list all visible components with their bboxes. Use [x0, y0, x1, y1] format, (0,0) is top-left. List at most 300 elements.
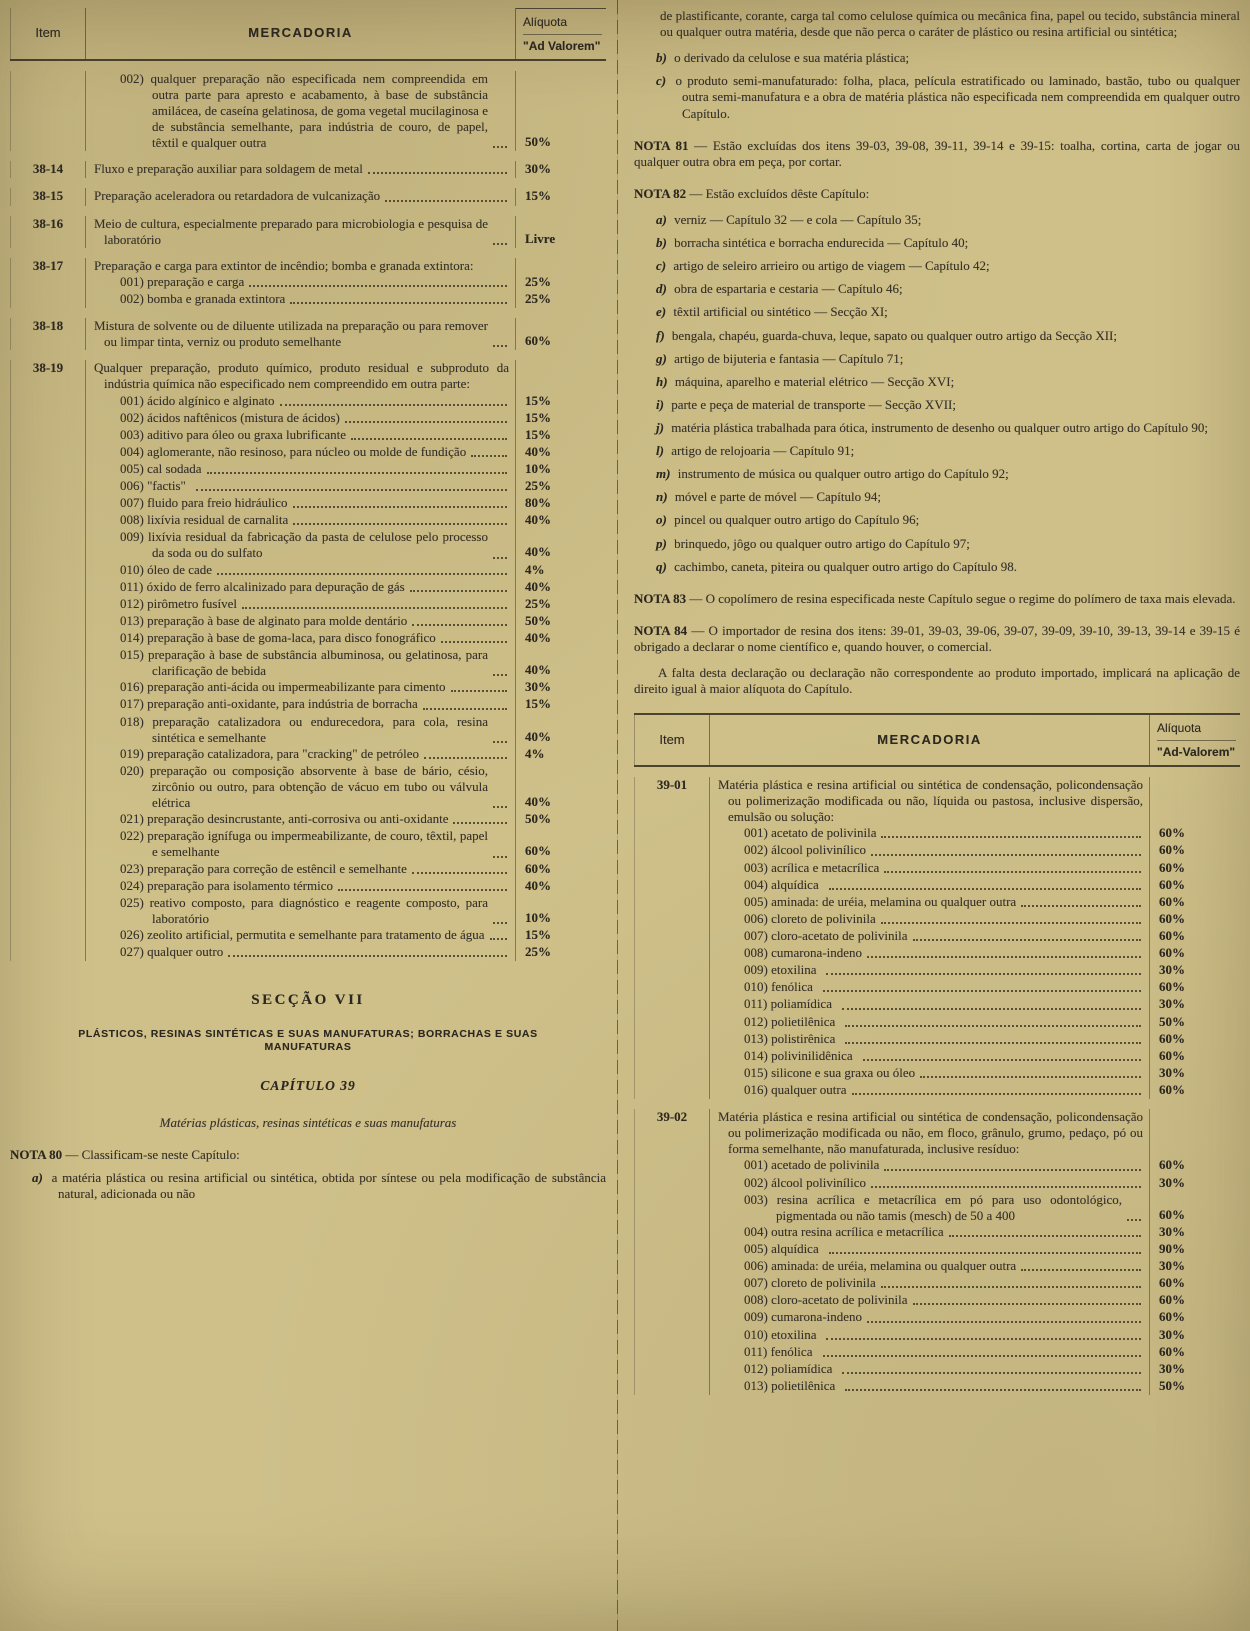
merchandise-line [718, 1048, 1143, 1064]
item-number [10, 478, 86, 495]
merchandise-cell [710, 928, 1150, 945]
item-number [634, 979, 710, 996]
rate-value [516, 258, 606, 274]
nota-83-label: NOTA 83 [634, 590, 687, 606]
item-number: 39-02 [634, 1109, 710, 1157]
table-line [634, 1361, 1240, 1378]
note-text: móvel e parte de móvel — Capítulo 94; [671, 489, 881, 505]
leader-dots [493, 856, 507, 858]
item-number [634, 825, 710, 842]
merchandise-line [94, 529, 509, 561]
merchandise-text: 008) cumarona-indeno [744, 945, 863, 961]
merchandise-cell [86, 579, 516, 596]
table-line [634, 1192, 1240, 1224]
merchandise-line [94, 188, 509, 204]
rate-value: 30% [1159, 1064, 1185, 1080]
merchandise-text: 013) polietilênica [744, 1377, 836, 1393]
merchandise-cell [86, 410, 516, 427]
merchandise-text: 012) pirômetro fusível [120, 595, 237, 611]
nota-82-label: NOTA 82 [634, 185, 687, 201]
table-line [10, 679, 606, 696]
table-line [10, 427, 606, 444]
rate-value: 40% [525, 630, 551, 646]
item-number [634, 1361, 710, 1378]
merchandise-cell [86, 696, 516, 713]
merchandise-line [718, 1014, 1143, 1030]
table-line [10, 444, 606, 461]
merchandise-cell [86, 291, 516, 308]
merchandise-line [94, 811, 509, 827]
note-letter: q) [656, 558, 667, 574]
note-letter: b) [656, 235, 667, 251]
nota-82-item [634, 536, 1240, 552]
merchandise-text: 014) polivinilidênica [744, 1047, 853, 1063]
column-header-item: Item [634, 715, 710, 765]
rate-value: 50% [525, 134, 551, 150]
leader-dots [441, 641, 507, 643]
rate-value: 30% [525, 679, 551, 695]
table-line [634, 928, 1240, 945]
rate-value: 40% [525, 662, 551, 678]
nota-82-item [634, 212, 1240, 228]
note-text: matéria plástica trabalhada para ótica, instrumento de desenho ou qualquer outro artigo do Capítulo 90; [667, 419, 1209, 435]
merchandise-cell [86, 495, 516, 512]
note-text: artigo de relojoaria — Capítulo 91; [667, 443, 855, 459]
note-letter: o) [656, 512, 667, 528]
note-text: cachimbo, caneta, piteira ou qualquer outro artigo do Capítulo 98. [670, 558, 1018, 574]
item-number [10, 630, 86, 647]
leader-dots [293, 523, 507, 525]
item-number [634, 1258, 710, 1275]
chapter-39-table-wrap [634, 713, 1240, 1395]
merchandise-line [718, 911, 1143, 927]
merchandise-cell [710, 1157, 1150, 1174]
rate-value: 60% [1159, 1030, 1185, 1046]
merchandise-line [94, 318, 509, 350]
table-header-row [634, 715, 1240, 767]
merchandise-cell [710, 1224, 1150, 1241]
merchandise-cell [710, 1048, 1150, 1065]
merchandise-text: 013) polistirênica [744, 1030, 836, 1046]
table-line [634, 1082, 1240, 1099]
merchandise-cell [710, 1344, 1150, 1361]
merchandise-text: 002) ácidos naftênicos (mistura de ácidos) [120, 409, 340, 425]
table-line [634, 1258, 1240, 1275]
rate-value: 60% [1159, 910, 1185, 926]
leader-dots [845, 1042, 1141, 1044]
note-text: o derivado da celulose e sua matéria plástica; [670, 50, 910, 66]
rate-value: 60% [1159, 979, 1185, 995]
merchandise-line [718, 962, 1143, 978]
merchandise-text: 008) cloro-acetato de polivinila [744, 1292, 908, 1308]
merchandise-line [718, 1309, 1143, 1325]
merchandise-cell [86, 216, 516, 248]
merchandise-text: 026) zeolito artificial, permutita e semelhante para tratamento de água [120, 927, 485, 942]
merchandise-line [94, 562, 509, 578]
note-letter: p) [656, 535, 667, 551]
merchandise-cell [710, 842, 1150, 859]
merchandise-text: 016) qualquer outra [744, 1082, 847, 1097]
table-line [634, 996, 1240, 1013]
table-line [10, 596, 606, 613]
merchandise-text: Matéria plástica e resina artificial ou sintética de condensação, policondensação ou polimerização modificada ou não, em floco, grânulo, grumo, pedaço, pó ou forma semelhante, não manufaturada, inclusive resíduo: [718, 1109, 1143, 1157]
item-number [10, 746, 86, 763]
merchandise-cell [710, 1258, 1150, 1275]
merchandise-cell [86, 927, 516, 944]
merchandise-cell [86, 188, 516, 205]
nota-82-item [634, 420, 1240, 436]
merchandise-text: 014) preparação à base de goma-laca, para disco fonográfico [120, 630, 436, 646]
merchandise-line [94, 630, 509, 646]
merchandise-line [94, 444, 509, 460]
merchandise-cell [86, 596, 516, 613]
leader-dots [493, 806, 507, 808]
column-divider [617, 0, 618, 1631]
rate-value: 40% [525, 877, 551, 893]
item-number [634, 1224, 710, 1241]
nota-82-item [634, 281, 1240, 297]
leader-dots [412, 872, 507, 874]
table-line [634, 1048, 1240, 1065]
rate-value: 60% [1159, 1343, 1185, 1359]
merchandise-text: 001) acetado de polivinila [744, 1157, 880, 1173]
note-text: pincel ou qualquer outro artigo do Capítulo 96; [670, 512, 920, 528]
merchandise-text: 025) reativo composto, para diagnóstico e reagente composto, para laboratório [120, 894, 488, 926]
note-letter: l) [656, 443, 664, 459]
column-header-item: Item [10, 8, 86, 59]
item-number [634, 860, 710, 877]
merchandise-cell [86, 161, 516, 178]
merchandise-cell [86, 647, 516, 679]
item-number [10, 274, 86, 291]
nota-82-item [634, 258, 1240, 274]
merchandise-cell [710, 1192, 1150, 1224]
merchandise-text: 027) qualquer outro [120, 944, 224, 960]
item-number: 38-17 [10, 258, 86, 274]
nota-80-label: NOTA 80 [10, 1146, 63, 1162]
note-text: a matéria plástica ou resina artificial ou sintética, obtida por síntese ou pela modificação de substância natural, adicionada ou não [46, 1169, 606, 1201]
merchandise-cell [86, 427, 516, 444]
merchandise-cell [86, 444, 516, 461]
merchandise-text: 006) aminada: de uréia, melamina ou qualquer outra [744, 1258, 1017, 1274]
merchandise-line [718, 1175, 1143, 1191]
item-number [10, 828, 86, 860]
nota-82-lettered-list [634, 212, 1240, 575]
note-letter: h) [656, 373, 668, 389]
merchandise-line [718, 945, 1143, 961]
leader-dots [842, 1008, 1141, 1010]
rate-value: 30% [1159, 1360, 1185, 1376]
table-line [10, 478, 606, 495]
rate-value: 40% [525, 512, 551, 528]
rate-value: 80% [525, 495, 551, 511]
column-header-aliquota [516, 8, 606, 59]
table-line [634, 894, 1240, 911]
merchandise-line [718, 1378, 1143, 1394]
leader-dots [1021, 1269, 1141, 1271]
merchandise-cell [710, 1175, 1150, 1192]
rate-value: 15% [525, 927, 551, 942]
item-number: 38-16 [10, 216, 86, 248]
table-line [634, 842, 1240, 859]
table-line [10, 291, 606, 308]
leader-dots [351, 438, 507, 440]
section-title: SECÇÃO VII [251, 992, 365, 1009]
table-line [634, 1065, 1240, 1082]
leader-dots [493, 146, 507, 148]
merchandise-text: 021) preparação desincrustante, anti-corrosiva ou anti-oxidante [120, 811, 449, 827]
merchandise-line [94, 714, 509, 746]
merchandise-cell [710, 1082, 1150, 1099]
rate-value: 25% [525, 478, 551, 494]
note-letter: c) [656, 258, 667, 274]
merchandise-cell [710, 777, 1150, 825]
merchandise-text: Preparação aceleradora ou retardadora de vulcanização [94, 188, 381, 204]
nota-82-item [634, 512, 1240, 528]
item-number: 38-18 [10, 318, 86, 350]
merchandise-line [718, 1224, 1143, 1240]
chapter-subtitle: Matérias plásticas, resinas sintéticas e suas manufaturas [159, 1114, 457, 1130]
leader-dots [863, 1059, 1141, 1061]
rate-value [1150, 1109, 1240, 1157]
merchandise-line [718, 1031, 1143, 1047]
nota-82-item [634, 443, 1240, 459]
rate-value: 4% [525, 561, 545, 577]
rate-value: 50% [525, 612, 551, 628]
nota-80 [10, 1147, 606, 1163]
merchandise-cell [710, 1292, 1150, 1309]
table-line [10, 461, 606, 478]
item-number [634, 1192, 710, 1224]
merchandise-text: 004) alquídica [744, 876, 819, 892]
rate-value: 15% [525, 188, 551, 204]
rate-value: 40% [525, 794, 551, 810]
merchandise-cell [710, 945, 1150, 962]
merchandise-cell [710, 996, 1150, 1013]
merchandise-cell [86, 360, 516, 392]
item-number [10, 927, 86, 944]
rate-value: 40% [525, 728, 551, 744]
note-letter: f) [656, 327, 665, 343]
merchandise-text: 005) alquídica [744, 1240, 819, 1256]
rate-value: 60% [525, 860, 551, 876]
merchandise-line [94, 360, 509, 392]
merchandise-text: Preparação e carga para extintor de incêndio; bomba e granada extintora: [94, 257, 474, 273]
merchandise-line [718, 1258, 1143, 1274]
nota-81-label: NOTA 81 [634, 137, 689, 153]
merchandise-text: 010) etoxilina [744, 1326, 817, 1342]
nota-82 [634, 186, 1240, 202]
table-line [10, 861, 606, 878]
merchandise-text: 002) bomba e granada extintora [120, 290, 286, 306]
note-letter: b) [656, 50, 667, 66]
leader-dots [368, 172, 507, 174]
leader-dots [881, 922, 1141, 924]
merchandise-line [94, 679, 509, 695]
leader-dots [196, 489, 507, 491]
item-number [634, 1275, 710, 1292]
merchandise-line [94, 579, 509, 595]
merchandise-line [718, 1109, 1143, 1157]
column-header-mercadoria: MERCADORIA [86, 8, 516, 59]
merchandise-text: Mistura de solvente ou de diluente utilizada na preparação ou para remover ou limpar tinta, verniz ou produto semelhante [94, 318, 488, 350]
merchandise-cell [710, 877, 1150, 894]
leader-dots [1021, 905, 1141, 907]
merchandise-line [94, 258, 509, 274]
merchandise-line [718, 1192, 1143, 1224]
merchandise-text: 005) aminada: de uréia, melamina ou qualquer outra [744, 893, 1017, 909]
leader-dots [293, 506, 508, 508]
nota-82-item [634, 374, 1240, 390]
table-line [634, 1224, 1240, 1241]
table-line [634, 1157, 1240, 1174]
merchandise-text: 012) polietilênica [744, 1013, 836, 1029]
item-number [634, 962, 710, 979]
merchandise-cell [710, 1241, 1150, 1258]
rate-value: 60% [525, 843, 551, 859]
rate-value: 30% [1159, 1223, 1185, 1239]
merchandise-text: 011) fenólica [744, 1343, 813, 1359]
nota-80-item [634, 73, 1240, 121]
leader-dots [884, 871, 1141, 873]
table-line [10, 410, 606, 427]
merchandise-text: 015) silicone e sua graxa ou óleo [744, 1064, 916, 1080]
merchandise-line [94, 927, 509, 943]
merchandise-cell [710, 1275, 1150, 1292]
table-line [634, 860, 1240, 877]
item-number [10, 596, 86, 613]
item-number [10, 647, 86, 679]
merchandise-text: 024) preparação para isolamento térmico [120, 877, 333, 893]
leader-dots [453, 822, 507, 824]
nota-82-item [634, 397, 1240, 413]
merchandise-line [718, 825, 1143, 841]
merchandise-line [94, 944, 509, 960]
merchandise-line [94, 596, 509, 612]
tariff-table-chapter-39 [634, 713, 1240, 1395]
item-number [10, 763, 86, 811]
table-line [10, 811, 606, 828]
section-subtitle: PLÁSTICOS, RESINAS SINTÉTICAS E SUAS MANUFATURAS; BORRACHAS E SUAS MANUFATURAS [78, 1027, 538, 1053]
rate-value: 50% [1159, 1377, 1185, 1393]
note-text: parte e peça de material de transporte — Secção XVII; [667, 396, 956, 412]
nota-82-item [634, 559, 1240, 575]
nota-82-item [634, 351, 1240, 367]
note-letter: d) [656, 281, 667, 297]
item-number [634, 1175, 710, 1192]
merchandise-text: 010) fenólica [744, 979, 813, 995]
note-text: verniz — Capítulo 32 — e cola — Capítulo 35; [670, 211, 922, 227]
merchandise-line [94, 878, 509, 894]
item-number [634, 1241, 710, 1258]
rate-value: 30% [1159, 1258, 1185, 1274]
note-letter: c) [656, 73, 667, 89]
leader-dots [493, 345, 507, 347]
merchandise-text: 015) preparação à base de substância albuminosa, ou gelatinosa, para clarificação de bebida [120, 647, 488, 679]
table-line [634, 1014, 1240, 1031]
table-line [10, 562, 606, 579]
merchandise-line [94, 495, 509, 511]
rate-value: 60% [1159, 1275, 1185, 1291]
nota-80-item [634, 50, 1240, 66]
merchandise-text: 005) cal sodada [120, 460, 202, 476]
note-letter: n) [656, 489, 668, 505]
item-number [634, 877, 710, 894]
merchandise-text: 013) preparação à base de alginato para molde dentário [120, 612, 408, 628]
rate-value: 40% [525, 544, 551, 560]
item-number [634, 1014, 710, 1031]
nota-80-text: — Classificam-se neste Capítulo: [62, 1146, 240, 1162]
leader-dots [207, 472, 507, 474]
table-line [10, 927, 606, 944]
aliquota-label: Alíquota [1157, 718, 1236, 741]
merchandise-line [94, 763, 509, 811]
table-line [10, 360, 606, 392]
merchandise-cell [86, 811, 516, 828]
merchandise-cell [710, 1327, 1150, 1344]
rate-value [1150, 777, 1240, 825]
rate-value: 10% [525, 460, 551, 476]
leader-dots [385, 200, 507, 202]
merchandise-line [94, 410, 509, 426]
leader-dots [826, 1338, 1141, 1340]
merchandise-text: Meio de cultura, especialmente preparado para microbiologia e pesquisa de laboratório [94, 215, 488, 247]
table-line [10, 647, 606, 679]
merchandise-cell [86, 895, 516, 927]
aliquota-label: Alíquota [523, 12, 602, 35]
table-line [10, 393, 606, 410]
leader-dots [490, 938, 507, 940]
merchandise-text: 009) lixívia residual da fabricação da pasta de celulose pelo processo da soda ou do sulfato [120, 529, 488, 561]
rate-value: 4% [525, 745, 545, 761]
rate-value: 30% [1159, 1174, 1185, 1190]
rate-value: 60% [525, 333, 551, 349]
item-number [10, 696, 86, 713]
leader-dots [842, 1372, 1141, 1374]
nota-80-lettered-list [10, 1170, 606, 1202]
note-letter: j) [656, 419, 664, 435]
merchandise-cell [710, 1065, 1150, 1082]
merchandise-cell [86, 613, 516, 630]
rate-value: 40% [525, 578, 551, 594]
rate-value: 60% [1159, 1047, 1185, 1063]
merchandise-text: 001) preparação e carga [120, 273, 245, 289]
nota-83 [634, 591, 1240, 607]
merchandise-text: Matéria plástica e resina artificial ou sintética de condensação, policondensação ou polimerização modificada ou não, líquida ou pastosa, inclusive dispersão, emulsão ou solução: [718, 777, 1143, 825]
merchandise-cell [86, 562, 516, 579]
merchandise-cell [710, 1031, 1150, 1048]
merchandise-cell [710, 1378, 1150, 1395]
merchandise-line [94, 274, 509, 290]
merchandise-line [94, 647, 509, 679]
merchandise-line [718, 1327, 1143, 1343]
rate-value: 15% [525, 409, 551, 425]
leader-dots [1127, 1219, 1141, 1221]
table-line [10, 274, 606, 291]
ad-valorem-label: "Ad Valorem" [523, 38, 601, 53]
merchandise-text: 007) fluido para freio hidráulico [120, 495, 288, 511]
note-letter: e) [656, 304, 667, 320]
table-line [634, 1344, 1240, 1361]
merchandise-line [718, 777, 1143, 825]
item-number [10, 613, 86, 630]
leader-dots [881, 1286, 1141, 1288]
merchandise-text: Fluxo e preparação auxiliar para soldagem de metal [94, 161, 363, 177]
rate-value: 50% [525, 811, 551, 827]
merchandise-line [718, 1065, 1143, 1081]
leader-dots [823, 1355, 1141, 1357]
item-number [10, 944, 86, 961]
